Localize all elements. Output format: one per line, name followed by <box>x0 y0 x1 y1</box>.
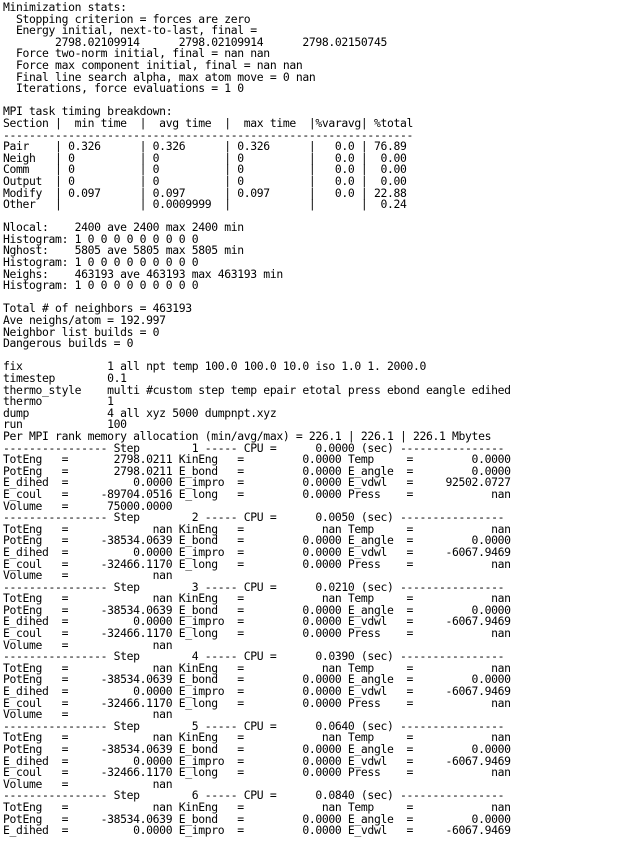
console-line: Histogram: 1 0 0 0 0 0 0 0 0 0 <box>3 231 199 246</box>
console-line: dump 4 all xyz 5000 dumpnpt.xyz <box>3 405 277 420</box>
console-line: timestep 0.1 <box>3 371 127 385</box>
console-line: Volume = nan <box>3 776 173 791</box>
console-line: Force two-norm initial, final = nan nan <box>3 46 270 61</box>
console-line: E_coul = -32466.1170 E_long = 0.0000 Press = nan <box>3 626 511 641</box>
console-line: Nghost: 5805 ave 5805 max 5805 min <box>3 243 244 258</box>
step-header: ---------------- Step 2 ----- CPU = 0.0050 (sec) ---------------- <box>3 510 505 525</box>
step-header: ---------------- Step 1 ----- CPU = 0.0000 (sec) ---------------- <box>3 440 505 455</box>
console-line: Neigh | 0 | 0 | 0 | 0.0 | 0.00 <box>3 150 407 165</box>
console-line: thermo_style multi #custom step temp epair etotal press ebond eangle edihed <box>3 382 511 397</box>
console-line: Force max component initial, final = nan nan <box>3 57 303 72</box>
console-line: Nlocal: 2400 ave 2400 max 2400 min <box>3 220 244 235</box>
console-line: Volume = nan <box>3 637 173 652</box>
console-line: E_dihed = 0.0000 E_impro = 0.0000 E_vdwl = -6067.9469 <box>3 544 511 559</box>
console-line: Histogram: 1 0 0 0 0 0 0 0 0 0 <box>3 278 199 293</box>
console-line: Minimization stats: <box>3 0 127 14</box>
console-line: Neighbor list builds = 0 <box>3 324 160 339</box>
console-line: TotEng = nan KinEng = nan Temp = nan <box>3 521 511 536</box>
console-line: Per MPI rank memory allocation (min/avg/max) = 226.1 | 226.1 | 226.1 Mbytes <box>3 428 492 443</box>
console-line: Neighs: 463193 ave 463193 max 463193 min <box>3 266 283 281</box>
console-line: Histogram: 1 0 0 0 0 0 0 0 0 0 <box>3 255 199 270</box>
console-line: Comm | 0 | 0 | 0 | 0.0 | 0.00 <box>3 162 407 177</box>
console-line: Total # of neighbors = 463193 <box>3 301 192 316</box>
console-line: Dangerous builds = 0 <box>3 336 134 351</box>
console-line: E_coul = -89704.0516 E_long = 0.0000 Press = nan <box>3 486 511 501</box>
console-line: E_dihed = 0.0000 E_impro = 0.0000 E_vdwl = 92502.0727 <box>3 475 511 490</box>
console-line: TotEng = nan KinEng = nan Temp = nan <box>3 730 511 745</box>
console-line: PotEng = -38534.0639 E_bond = 0.0000 E_angle = 0.0000 <box>3 533 511 548</box>
console-line: --------------------------------------------------------------- <box>3 127 413 142</box>
console-line: Ave neighs/atom = 192.997 <box>3 313 166 328</box>
console-line: TotEng = nan KinEng = nan Temp = nan <box>3 799 511 814</box>
console-line: TotEng = nan KinEng = nan Temp = nan <box>3 591 511 606</box>
console-line: Volume = 75000.0000 <box>3 498 173 513</box>
console-line: E_dihed = 0.0000 E_impro = 0.0000 E_vdwl = -6067.9469 <box>3 684 511 699</box>
console-line: E_dihed = 0.0000 E_impro = 0.0000 E_vdwl = -6067.9469 <box>3 753 511 768</box>
console-line: Energy initial, next-to-last, final = <box>3 23 257 38</box>
console-line: fix 1 all npt temp 100.0 100.0 10.0 iso 1.0 1. 2000.0 <box>3 359 427 374</box>
console-line: Other | | 0.0009999 | | | 0.24 <box>3 197 407 212</box>
console-line: PotEng = -38534.0639 E_bond = 0.0000 E_angle = 0.0000 <box>3 811 511 826</box>
console-line: E_coul = -32466.1170 E_long = 0.0000 Press = nan <box>3 556 511 571</box>
console-line: Volume = nan <box>3 568 173 583</box>
console-line: Section | min time | avg time | max time |%varavg| %total <box>3 115 413 130</box>
console-line: E_dihed = 0.0000 E_impro = 0.0000 E_vdwl = -6067.9469 <box>3 614 511 629</box>
console-line: PotEng = -38534.0639 E_bond = 0.0000 E_angle = 0.0000 <box>3 602 511 617</box>
console-line: Final line search alpha, max atom move = 0 nan <box>3 69 316 84</box>
console-line: PotEng = 2798.0211 E_bond = 0.0000 E_angle = 0.0000 <box>3 463 511 478</box>
console-line: MPI task timing breakdown: <box>3 104 173 119</box>
console-line: run 100 <box>3 417 127 432</box>
console-line: Iterations, force evaluations = 1 0 <box>3 81 244 96</box>
console-line: thermo 1 <box>3 394 114 409</box>
console-line: Pair | 0.326 | 0.326 | 0.326 | 0.0 | 76.89 <box>3 139 407 154</box>
console-line: TotEng = 2798.0211 KinEng = 0.0000 Temp = 0.0000 <box>3 452 511 467</box>
console-line: Output | 0 | 0 | 0 | 0.0 | 0.00 <box>3 173 407 188</box>
step-header: ---------------- Step 6 ----- CPU = 0.0840 (sec) ---------------- <box>3 788 505 803</box>
console-line: PotEng = -38534.0639 E_bond = 0.0000 E_angle = 0.0000 <box>3 672 511 687</box>
console-line: 2798.02109914 2798.02109914 2798.02150745 <box>3 34 387 49</box>
console-line: E_coul = -32466.1170 E_long = 0.0000 Press = nan <box>3 765 511 780</box>
console-line: Volume = nan <box>3 707 173 722</box>
step-header: ---------------- Step 4 ----- CPU = 0.0390 (sec) ---------------- <box>3 649 505 664</box>
console-line: PotEng = -38534.0639 E_bond = 0.0000 E_angle = 0.0000 <box>3 742 511 756</box>
console-line: TotEng = nan KinEng = nan Temp = nan <box>3 660 511 675</box>
console-line: E_dihed = 0.0000 E_impro = 0.0000 E_vdwl = -6067.9469 <box>3 823 511 838</box>
step-header: ---------------- Step 3 ----- CPU = 0.0210 (sec) ---------------- <box>3 579 505 594</box>
console-line: Stopping criterion = forces are zero <box>3 11 251 26</box>
console-line: Modify | 0.097 | 0.097 | 0.097 | 0.0 | 22.88 <box>3 185 407 200</box>
step-header: ---------------- Step 5 ----- CPU = 0.0640 (sec) ---------------- <box>3 718 505 733</box>
console-line: E_coul = -32466.1170 E_long = 0.0000 Press = nan <box>3 695 511 710</box>
